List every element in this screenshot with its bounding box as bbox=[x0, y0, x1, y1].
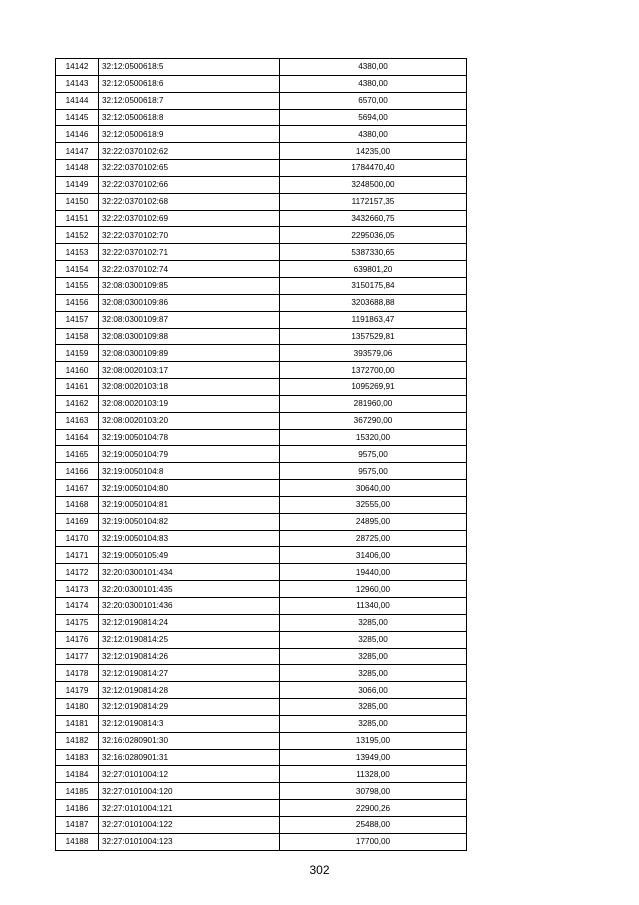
table-row bbox=[56, 160, 467, 177]
table-body bbox=[56, 59, 467, 851]
row-number-cell: 14143 bbox=[56, 75, 99, 92]
row-number-cell: 14171 bbox=[56, 547, 99, 564]
table-row bbox=[56, 631, 467, 648]
row-number-cell: 14177 bbox=[56, 648, 99, 665]
row-number-cell: 14162 bbox=[56, 395, 99, 412]
row-number-cell: 14163 bbox=[56, 412, 99, 429]
row-number-cell: 14176 bbox=[56, 631, 99, 648]
cadastral-value-cell: 30798,00 bbox=[280, 783, 467, 800]
table-row bbox=[56, 59, 467, 76]
cadastral-number-cell: 32:08:0020103:17 bbox=[99, 362, 280, 379]
row-number-cell: 14188 bbox=[56, 833, 99, 850]
cadastral-value-cell: 281960,00 bbox=[280, 395, 467, 412]
row-number-cell: 14168 bbox=[56, 496, 99, 513]
row-number-cell: 14159 bbox=[56, 345, 99, 362]
table-row bbox=[56, 244, 467, 261]
cadastral-value-table bbox=[55, 58, 467, 851]
cadastral-value-cell: 3285,00 bbox=[280, 715, 467, 732]
row-number-cell: 14148 bbox=[56, 160, 99, 177]
cadastral-value-cell: 3432660,75 bbox=[280, 210, 467, 227]
row-number-cell: 14166 bbox=[56, 463, 99, 480]
table-row bbox=[56, 648, 467, 665]
cadastral-number-cell: 32:19:0050104:82 bbox=[99, 513, 280, 530]
row-number-cell: 14156 bbox=[56, 294, 99, 311]
table-row bbox=[56, 816, 467, 833]
cadastral-number-cell: 32:27:0101004:121 bbox=[99, 800, 280, 817]
table-row bbox=[56, 530, 467, 547]
table-row bbox=[56, 513, 467, 530]
cadastral-number-cell: 32:27:0101004:122 bbox=[99, 816, 280, 833]
cadastral-value-cell: 28725,00 bbox=[280, 530, 467, 547]
cadastral-value-cell: 1357529,81 bbox=[280, 328, 467, 345]
cadastral-value-cell: 13949,00 bbox=[280, 749, 467, 766]
cadastral-number-cell: 32:12:0190814:3 bbox=[99, 715, 280, 732]
cadastral-value-cell: 22900,26 bbox=[280, 800, 467, 817]
row-number-cell: 14182 bbox=[56, 732, 99, 749]
cadastral-number-cell: 32:08:0020103:20 bbox=[99, 412, 280, 429]
cadastral-number-cell: 32:20:0300101:436 bbox=[99, 598, 280, 615]
table-row bbox=[56, 732, 467, 749]
cadastral-number-cell: 32:08:0300109:86 bbox=[99, 294, 280, 311]
cadastral-value-cell: 17700,00 bbox=[280, 833, 467, 850]
cadastral-number-cell: 32:20:0300101:435 bbox=[99, 581, 280, 598]
row-number-cell: 14146 bbox=[56, 126, 99, 143]
cadastral-number-cell: 32:19:0050104:8 bbox=[99, 463, 280, 480]
row-number-cell: 14147 bbox=[56, 143, 99, 160]
cadastral-number-cell: 32:12:0190814:24 bbox=[99, 614, 280, 631]
cadastral-number-cell: 32:12:0500618:6 bbox=[99, 75, 280, 92]
cadastral-value-cell: 3066,00 bbox=[280, 682, 467, 699]
cadastral-value-cell: 9575,00 bbox=[280, 463, 467, 480]
cadastral-number-cell: 32:12:0500618:7 bbox=[99, 92, 280, 109]
table-row bbox=[56, 92, 467, 109]
cadastral-number-cell: 32:16:0280901:31 bbox=[99, 749, 280, 766]
cadastral-number-cell: 32:22:0370102:70 bbox=[99, 227, 280, 244]
cadastral-value-cell: 1095269,91 bbox=[280, 379, 467, 396]
table-row bbox=[56, 496, 467, 513]
cadastral-value-cell: 1191863,47 bbox=[280, 311, 467, 328]
table-row bbox=[56, 715, 467, 732]
row-number-cell: 14158 bbox=[56, 328, 99, 345]
table-row bbox=[56, 749, 467, 766]
cadastral-value-cell: 15320,00 bbox=[280, 429, 467, 446]
cadastral-value-cell: 3285,00 bbox=[280, 648, 467, 665]
table-row bbox=[56, 345, 467, 362]
cadastral-value-cell: 12960,00 bbox=[280, 581, 467, 598]
row-number-cell: 14153 bbox=[56, 244, 99, 261]
row-number-cell: 14172 bbox=[56, 564, 99, 581]
table-row bbox=[56, 311, 467, 328]
cadastral-number-cell: 32:08:0300109:88 bbox=[99, 328, 280, 345]
row-number-cell: 14157 bbox=[56, 311, 99, 328]
table-row bbox=[56, 614, 467, 631]
cadastral-value-cell: 31406,00 bbox=[280, 547, 467, 564]
row-number-cell: 14165 bbox=[56, 446, 99, 463]
table-row bbox=[56, 193, 467, 210]
row-number-cell: 14144 bbox=[56, 92, 99, 109]
table-row bbox=[56, 463, 467, 480]
table-row bbox=[56, 109, 467, 126]
row-number-cell: 14170 bbox=[56, 530, 99, 547]
cadastral-number-cell: 32:16:0280901:30 bbox=[99, 732, 280, 749]
cadastral-value-cell: 13195,00 bbox=[280, 732, 467, 749]
cadastral-value-cell: 5387330,65 bbox=[280, 244, 467, 261]
row-number-cell: 14149 bbox=[56, 176, 99, 193]
cadastral-value-cell: 11328,00 bbox=[280, 766, 467, 783]
cadastral-value-cell: 11340,00 bbox=[280, 598, 467, 615]
cadastral-value-cell: 19440,00 bbox=[280, 564, 467, 581]
cadastral-number-cell: 32:12:0190814:25 bbox=[99, 631, 280, 648]
row-number-cell: 14174 bbox=[56, 598, 99, 615]
cadastral-number-cell: 32:19:0050104:83 bbox=[99, 530, 280, 547]
row-number-cell: 14167 bbox=[56, 480, 99, 497]
cadastral-value-cell: 3203688,88 bbox=[280, 294, 467, 311]
row-number-cell: 14178 bbox=[56, 665, 99, 682]
cadastral-number-cell: 32:27:0101004:120 bbox=[99, 783, 280, 800]
cadastral-value-cell: 14235,00 bbox=[280, 143, 467, 160]
table-row bbox=[56, 783, 467, 800]
cadastral-number-cell: 32:19:0050104:81 bbox=[99, 496, 280, 513]
cadastral-number-cell: 32:12:0500618:8 bbox=[99, 109, 280, 126]
cadastral-value-cell: 24895,00 bbox=[280, 513, 467, 530]
table-row bbox=[56, 581, 467, 598]
cadastral-number-cell: 32:12:0190814:29 bbox=[99, 699, 280, 716]
table-row bbox=[56, 143, 467, 160]
cadastral-value-cell: 1172157,35 bbox=[280, 193, 467, 210]
page-number: 302 bbox=[309, 863, 330, 877]
cadastral-number-cell: 32:12:0190814:27 bbox=[99, 665, 280, 682]
table-row bbox=[56, 766, 467, 783]
table-row bbox=[56, 547, 467, 564]
cadastral-number-cell: 32:08:0300109:87 bbox=[99, 311, 280, 328]
table-row bbox=[56, 294, 467, 311]
table-row bbox=[56, 800, 467, 817]
row-number-cell: 14186 bbox=[56, 800, 99, 817]
table-row bbox=[56, 412, 467, 429]
table-row bbox=[56, 564, 467, 581]
cadastral-value-cell: 3150175,84 bbox=[280, 277, 467, 294]
cadastral-value-cell: 393579,06 bbox=[280, 345, 467, 362]
cadastral-value-cell: 9575,00 bbox=[280, 446, 467, 463]
row-number-cell: 14154 bbox=[56, 261, 99, 278]
cadastral-number-cell: 32:08:0300109:89 bbox=[99, 345, 280, 362]
cadastral-value-cell: 5694,00 bbox=[280, 109, 467, 126]
cadastral-number-cell: 32:27:0101004:12 bbox=[99, 766, 280, 783]
cadastral-number-cell: 32:12:0190814:28 bbox=[99, 682, 280, 699]
cadastral-value-cell: 30640,00 bbox=[280, 480, 467, 497]
cadastral-number-cell: 32:22:0370102:71 bbox=[99, 244, 280, 261]
table-row bbox=[56, 379, 467, 396]
cadastral-number-cell: 32:08:0020103:19 bbox=[99, 395, 280, 412]
row-number-cell: 14175 bbox=[56, 614, 99, 631]
cadastral-value-cell: 6570,00 bbox=[280, 92, 467, 109]
cadastral-number-cell: 32:19:0050104:78 bbox=[99, 429, 280, 446]
table-row bbox=[56, 126, 467, 143]
row-number-cell: 14161 bbox=[56, 379, 99, 396]
row-number-cell: 14183 bbox=[56, 749, 99, 766]
cadastral-value-cell: 32555,00 bbox=[280, 496, 467, 513]
row-number-cell: 14169 bbox=[56, 513, 99, 530]
cadastral-value-cell: 4380,00 bbox=[280, 75, 467, 92]
row-number-cell: 14164 bbox=[56, 429, 99, 446]
row-number-cell: 14179 bbox=[56, 682, 99, 699]
cadastral-value-cell: 3248500,00 bbox=[280, 176, 467, 193]
cadastral-number-cell: 32:22:0370102:62 bbox=[99, 143, 280, 160]
cadastral-value-cell: 2295036,05 bbox=[280, 227, 467, 244]
row-number-cell: 14142 bbox=[56, 59, 99, 76]
row-number-cell: 14184 bbox=[56, 766, 99, 783]
cadastral-number-cell: 32:22:0370102:69 bbox=[99, 210, 280, 227]
table-row bbox=[56, 395, 467, 412]
row-number-cell: 14145 bbox=[56, 109, 99, 126]
cadastral-number-cell: 32:19:0050104:80 bbox=[99, 480, 280, 497]
cadastral-value-cell: 1372700,00 bbox=[280, 362, 467, 379]
row-number-cell: 14180 bbox=[56, 699, 99, 716]
cadastral-number-cell: 32:08:0300109:85 bbox=[99, 277, 280, 294]
cadastral-value-cell: 3285,00 bbox=[280, 631, 467, 648]
table-row bbox=[56, 277, 467, 294]
row-number-cell: 14150 bbox=[56, 193, 99, 210]
row-number-cell: 14185 bbox=[56, 783, 99, 800]
cadastral-number-cell: 32:27:0101004:123 bbox=[99, 833, 280, 850]
table-row bbox=[56, 227, 467, 244]
table-row bbox=[56, 480, 467, 497]
table-row bbox=[56, 682, 467, 699]
cadastral-number-cell: 32:20:0300101:434 bbox=[99, 564, 280, 581]
cadastral-number-cell: 32:22:0370102:65 bbox=[99, 160, 280, 177]
cadastral-number-cell: 32:12:0500618:5 bbox=[99, 59, 280, 76]
table-row bbox=[56, 75, 467, 92]
table-row bbox=[56, 598, 467, 615]
cadastral-value-cell: 3285,00 bbox=[280, 699, 467, 716]
table-row bbox=[56, 328, 467, 345]
table-row bbox=[56, 446, 467, 463]
cadastral-value-cell: 1784470,40 bbox=[280, 160, 467, 177]
row-number-cell: 14187 bbox=[56, 816, 99, 833]
row-number-cell: 14155 bbox=[56, 277, 99, 294]
cadastral-number-cell: 32:08:0020103:18 bbox=[99, 379, 280, 396]
cadastral-value-cell: 4380,00 bbox=[280, 126, 467, 143]
cadastral-number-cell: 32:19:0050105:49 bbox=[99, 547, 280, 564]
cadastral-number-cell: 32:12:0500618:9 bbox=[99, 126, 280, 143]
cadastral-number-cell: 32:22:0370102:68 bbox=[99, 193, 280, 210]
cadastral-value-cell: 639801,20 bbox=[280, 261, 467, 278]
cadastral-value-cell: 3285,00 bbox=[280, 614, 467, 631]
cadastral-number-cell: 32:19:0050104:79 bbox=[99, 446, 280, 463]
table-row bbox=[56, 362, 467, 379]
table-row bbox=[56, 429, 467, 446]
row-number-cell: 14151 bbox=[56, 210, 99, 227]
row-number-cell: 14173 bbox=[56, 581, 99, 598]
table-row bbox=[56, 665, 467, 682]
cadastral-value-cell: 4380,00 bbox=[280, 59, 467, 76]
row-number-cell: 14160 bbox=[56, 362, 99, 379]
cadastral-number-cell: 32:22:0370102:66 bbox=[99, 176, 280, 193]
table-row bbox=[56, 699, 467, 716]
table-row bbox=[56, 210, 467, 227]
cadastral-value-cell: 25488,00 bbox=[280, 816, 467, 833]
table-row bbox=[56, 176, 467, 193]
cadastral-value-cell: 367290,00 bbox=[280, 412, 467, 429]
cadastral-number-cell: 32:12:0190814:26 bbox=[99, 648, 280, 665]
row-number-cell: 14181 bbox=[56, 715, 99, 732]
cadastral-number-cell: 32:22:0370102:74 bbox=[99, 261, 280, 278]
row-number-cell: 14152 bbox=[56, 227, 99, 244]
cadastral-value-cell: 3285,00 bbox=[280, 665, 467, 682]
table-row bbox=[56, 833, 467, 850]
table-row bbox=[56, 261, 467, 278]
